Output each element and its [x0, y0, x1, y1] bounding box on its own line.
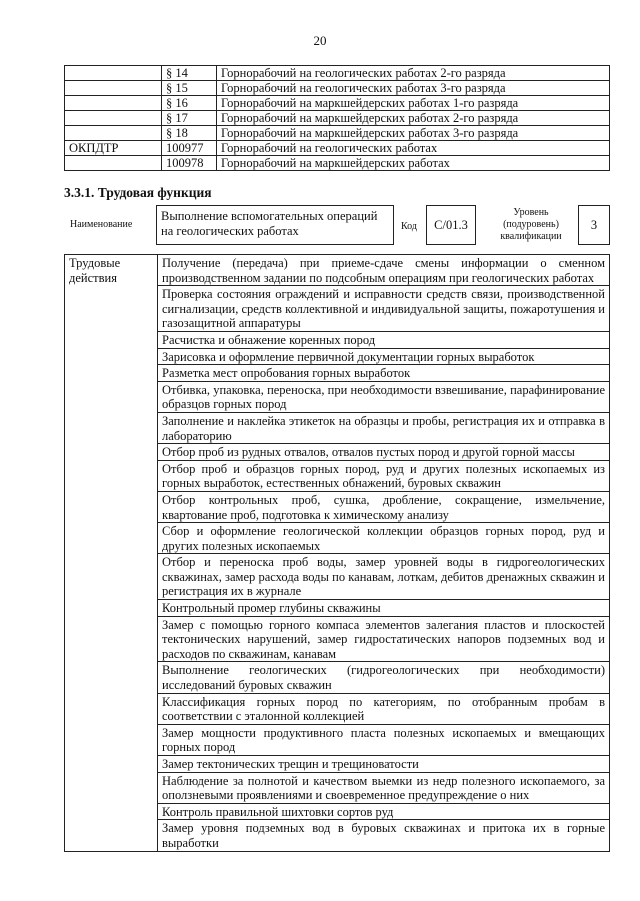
occupation-cell: Горнорабочий на геологических работах 2-го разряда	[217, 66, 610, 81]
labor-action: Отбор и переноска проб воды, замер уровней воды в гидрогеологических скважинах, замер расхода воды по канавам, лоткам, дебитов дренажных скважин и регистрация их в журнале	[158, 554, 610, 600]
code-cell: § 17	[162, 111, 217, 126]
table-row	[65, 126, 610, 141]
table-row	[65, 255, 610, 286]
labor-action: Проверка состояния ограждений и исправности средств связи, производственной сигнализации, средств коллективной и индивидуальной защиты, пожаротушения и газозащитной аппаратуры	[158, 286, 610, 332]
function-code-box: C/01.3	[426, 205, 476, 245]
classifier-cell	[65, 126, 162, 141]
occupation-classification-table	[64, 65, 610, 171]
labor-action: Расчистка и обнажение коренных пород	[158, 331, 610, 348]
labor-actions-table	[64, 254, 610, 852]
labor-action: Наблюдение за полнотой и качеством выемки из недр полезного ископаемого, за оползневыми проявлениями и своевременное предупреждение о них	[158, 772, 610, 803]
table-row	[65, 156, 610, 171]
qualification-level-label: Уровень (подуровень) квалификации	[500, 207, 562, 242]
code-cell: § 15	[162, 81, 217, 96]
code-cell: § 16	[162, 96, 217, 111]
classifier-cell	[65, 111, 162, 126]
section-heading: 3.3.1. Трудовая функция	[64, 185, 212, 200]
labor-action: Замер уровня подземных вод в буровых скважинах и притока их в горные выработки	[158, 820, 610, 851]
classifier-cell	[65, 81, 162, 96]
labor-action: Контрольный промер глубины скважины	[158, 600, 610, 617]
table-row	[65, 96, 610, 111]
occupation-cell: Горнорабочий на геологических работах	[217, 141, 610, 156]
table-row	[65, 66, 610, 81]
occupation-cell: Горнорабочий на маркшейдерских работах	[217, 156, 610, 171]
actions-label: Трудовые действия	[65, 255, 158, 852]
table-row	[65, 81, 610, 96]
labor-action: Сбор и оформление геологической коллекции образцов горных пород, руд и других полезных ископаемых	[158, 523, 610, 554]
classifier-cell: ОКПДТР	[65, 141, 162, 156]
page-number: 20	[313, 33, 327, 48]
labor-action: Замер с помощью горного компаса элементов залегания пластов и плоскостей тектонических нарушений, замер гидростатических напоров подземных вод и расходов по скважинам, канавам	[158, 616, 610, 662]
occupation-cell: Горнорабочий на геологических работах 3-го разряда	[217, 81, 610, 96]
labor-action: Выполнение геологических (гидрогеологических при необходимости) исследований буровых скважин	[158, 662, 610, 693]
labor-action: Получение (передача) при приеме-сдаче смены информации о сменном производственном задании по подсобным операциям при геологических работах	[158, 255, 610, 286]
labor-action: Отбор проб из рудных отвалов, отвалов пустых пород и другой горной массы	[158, 444, 610, 461]
qualification-level-box: 3	[578, 205, 610, 245]
code-cell: 100978	[162, 156, 217, 171]
code-cell: § 14	[162, 66, 217, 81]
labor-action: Отбивка, упаковка, переноска, при необходимости взвешивание, парафинирование образцов горных пород	[158, 381, 610, 412]
code-label: Код	[401, 221, 417, 232]
labor-action: Контроль правильной шихтовки сортов руд	[158, 803, 610, 820]
labor-action: Классификация горных пород по категориям, по отобранным пробам в соответствии с эталонной коллекцией	[158, 693, 610, 724]
classifier-cell	[65, 156, 162, 171]
table-row	[65, 141, 610, 156]
labor-action: Замер мощности продуктивного пласта полезных ископаемых и вмещающих горных пород	[158, 724, 610, 755]
labor-action: Разметка мест опробования горных выработок	[158, 365, 610, 382]
code-cell: 100977	[162, 141, 217, 156]
occupation-cell: Горнорабочий на маркшейдерских работах 1-го разряда	[217, 96, 610, 111]
occupation-cell: Горнорабочий на маркшейдерских работах 2-го разряда	[217, 111, 610, 126]
function-name-box: Выполнение вспомогательных операций на геологических работах	[156, 205, 394, 245]
classifier-cell	[65, 66, 162, 81]
labor-action: Зарисовка и оформление первичной документации горных выработок	[158, 348, 610, 365]
classifier-cell	[65, 96, 162, 111]
labor-action: Замер тектонических трещин и трещиноватости	[158, 756, 610, 773]
labor-action: Заполнение и наклейка этикеток на образцы и пробы, регистрация их и отправка в лабораторию	[158, 412, 610, 443]
labor-action: Отбор проб и образцов горных пород, руд и других полезных ископаемых из горных выработок, естественных обнажений, буровых скважин	[158, 460, 610, 491]
occupation-cell: Горнорабочий на маркшейдерских работах 3-го разряда	[217, 126, 610, 141]
name-label: Наименование	[70, 219, 133, 230]
labor-action: Отбор контрольных проб, сушка, дробление, сокращение, измельчение, квартование проб, подготовка к химическому анализу	[158, 491, 610, 522]
code-cell: § 18	[162, 126, 217, 141]
table-row	[65, 111, 610, 126]
